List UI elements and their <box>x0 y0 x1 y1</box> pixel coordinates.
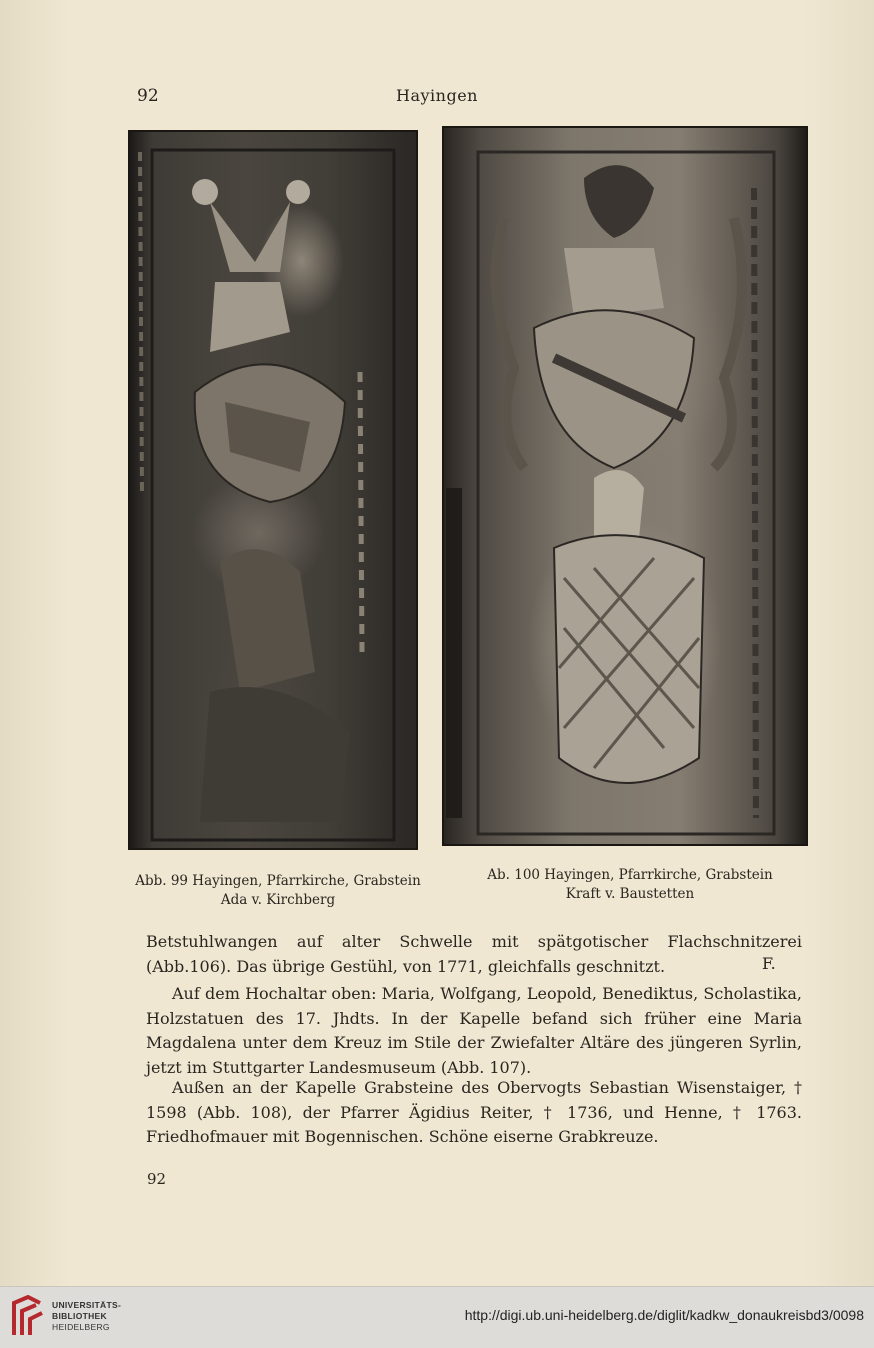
figure-100-caption-line1: Ab. 100 Hayingen, Pfarrkirche, Grabstein <box>487 867 773 883</box>
figure-100-caption <box>470 866 790 904</box>
figure-100-caption-line2: Kraft v. Baustetten <box>565 886 695 902</box>
paragraph-stalls <box>146 930 802 979</box>
paragraph-chapel-exterior <box>146 1076 802 1150</box>
footer-page-number: 92 <box>147 1170 167 1188</box>
figure-99-photo <box>128 130 418 850</box>
library-name-line3: HEIDELBERG <box>52 1322 110 1332</box>
tombstone-kraft-illustration <box>444 128 806 844</box>
tombstone-ada-illustration <box>130 132 416 848</box>
header-page-number: 92 <box>137 86 159 106</box>
library-name <box>52 1300 121 1333</box>
figure-99-caption <box>128 872 428 910</box>
author-signature: F. <box>762 954 776 973</box>
paragraph-high-altar <box>146 982 802 1080</box>
figure-99-caption-line2: Ada v. Kirchberg <box>220 892 336 908</box>
university-library-logo-icon[interactable] <box>10 1295 44 1339</box>
page-url-link[interactable]: http://digi.ub.uni-heidelberg.de/diglit/kadkw_donaukreisbd3/0098 <box>464 1307 864 1323</box>
paragraph-chapel-exterior-text: Außen an der Kapelle Grabsteine des Obervogts Sebastian Wisenstaiger, † 1598 (Abb. 108), der Pfarrer Ägidius Reiter, † 1736, und Henne, † 1763. Friedhofmauer mit Bogennischen. Schöne eiserne Grabkreuze. <box>146 1078 802 1146</box>
header-title: Hayingen <box>396 86 478 105</box>
figure-100-photo <box>442 126 808 846</box>
figure-99-caption-line1: Abb. 99 Hayingen, Pfarrkirche, Grabstein <box>135 873 421 889</box>
library-name-line2: BIBLIOTHEK <box>52 1311 107 1321</box>
library-name-line1: UNIVERSITÄTS- <box>52 1300 122 1310</box>
paragraph-high-altar-text: Auf dem Hochaltar oben: Maria, Wolfgang, Leopold, Benediktus, Scholastika, Holzstatuen des 17. Jhdts. In der Kapelle befand sich früher eine Maria Magdalena unter dem Kreuz im Stile der Zwiefalter Altäre des jüngeren Syrlin, jetzt im Stuttgarter Landesmuseum (Abb. 107). <box>146 984 802 1077</box>
paragraph-stalls-text: Betstuhlwangen auf alter Schwelle mit spätgotischer Flachschnitzerei (Abb.106). Das übrige Gestühl, von 1771, gleichfalls geschnitzt. <box>146 932 802 976</box>
library-footer-bar <box>0 1286 874 1348</box>
